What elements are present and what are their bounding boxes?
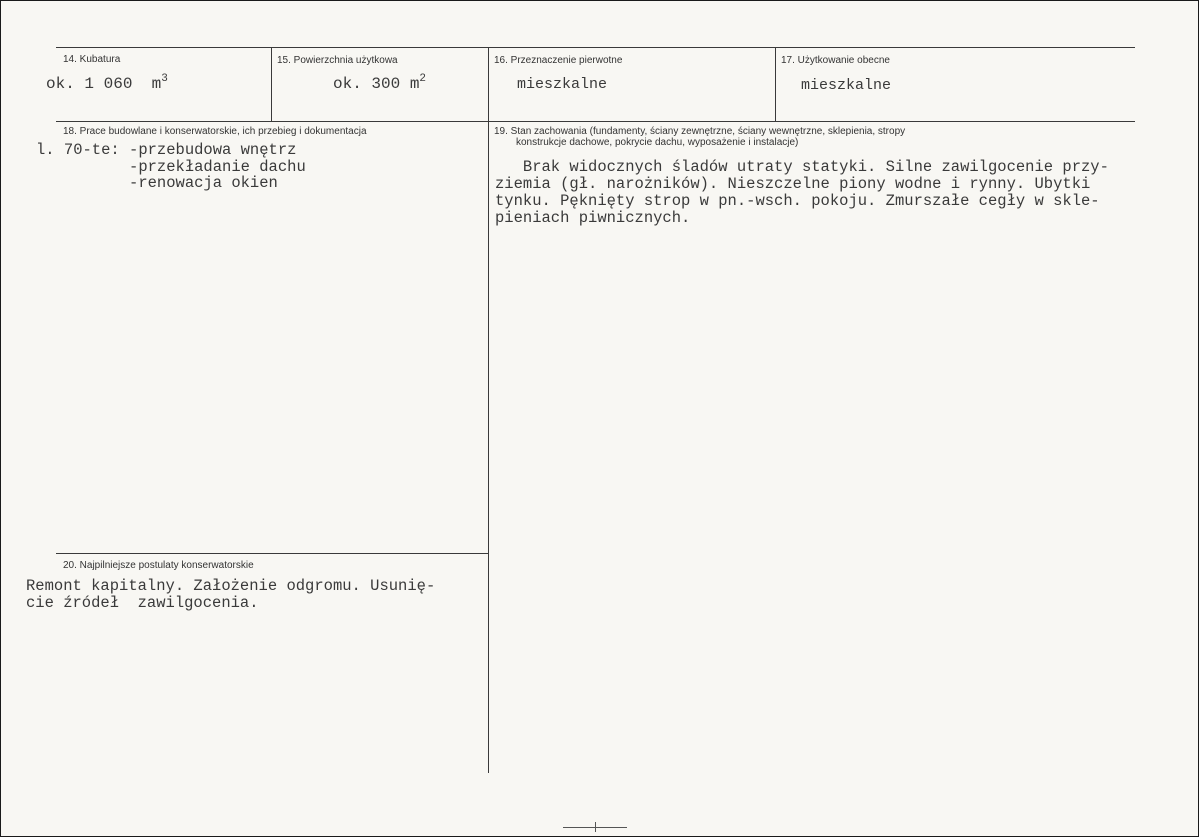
top-row-bottom-border <box>56 121 1135 122</box>
field-17-value: mieszkalne <box>801 77 892 94</box>
field-18-label: 18. Prace budowlane i konserwatorskie, ich przebieg i dokumentacja <box>63 126 367 137</box>
field-16-value: mieszkalne <box>517 76 608 93</box>
bottom-edge-tick <box>595 822 596 832</box>
field-18-line: -przekładanie dachu <box>36 158 306 176</box>
divider-16-17 <box>775 47 776 121</box>
field-17-label: 17. Użytkowanie obecne <box>781 55 890 66</box>
field-20-line: cie źródeł zawilgocenia. <box>26 594 259 612</box>
divider-14-15 <box>271 47 272 121</box>
field-20-line: Remont kapitalny. Założenie odgromu. Usunię- <box>26 577 436 595</box>
field-14-label: 14. Kubatura <box>63 54 121 65</box>
section-20-border <box>56 553 488 554</box>
top-row-border <box>56 47 1135 48</box>
field-19-label-continued: konstrukcje dachowe, pokrycie dachu, wyposażenie i instalacje) <box>516 137 799 148</box>
field-14-text: ok. 1 060 m <box>46 75 162 93</box>
field-14-value <box>46 73 168 95</box>
field-19-line: tynku. Pęknięty strop w pn.-wsch. pokoju. Zmurszałe cegły w skle- <box>495 192 1100 210</box>
field-20-label: 20. Najpilniejsze postulaty konserwatorskie <box>63 560 254 571</box>
field-18-line: l. 70-te: -przebudowa wnętrz <box>36 141 297 159</box>
field-19-line: pieniach piwnicznych. <box>495 209 691 227</box>
field-15-value <box>333 73 427 95</box>
field-19-line: ziemia (gł. narożników). Nieszczelne piony wodne i rynny. Ubytki <box>495 175 1091 193</box>
field-15-text: ok. 300 m <box>333 75 420 93</box>
field-15-label: 15. Powierzchnia użytkowa <box>277 55 398 66</box>
field-19-line: Brak widocznych śladów utraty statyki. Silne zawilgocenie przy- <box>495 158 1109 176</box>
field-14-unit-superscript: 3 <box>161 73 168 85</box>
field-16-label: 16. Przeznaczenie pierwotne <box>494 55 623 66</box>
divider-18-19 <box>488 121 489 773</box>
field-15-unit-superscript: 2 <box>419 73 427 85</box>
field-18-line: -renowacja okien <box>36 174 278 192</box>
field-19-label: 19. Stan zachowania (fundamenty, ściany zewnętrzne, ściany wewnętrzne, sklepienia, stropy <box>494 126 906 137</box>
divider-15-16 <box>488 47 489 121</box>
